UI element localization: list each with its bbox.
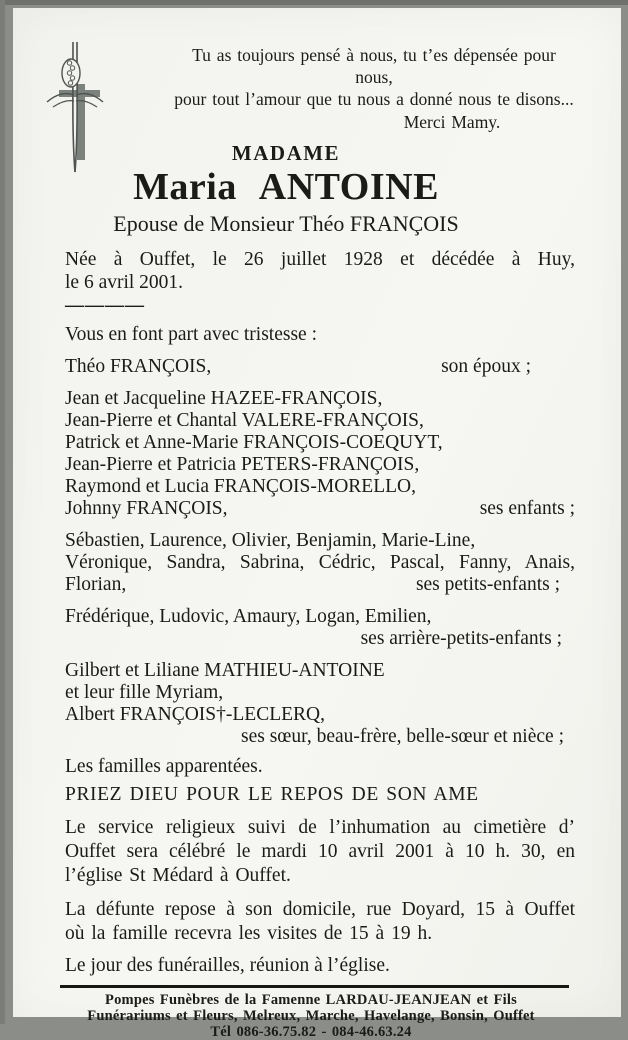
funeral-day-line: Le jour des funérailles, réunion à l’église.	[65, 955, 390, 976]
mourner-name: Johnny FRANÇOIS,	[65, 498, 228, 519]
footer-line-1: Pompes Funèbres de la Famenne LARDAU-JEANJEAN et Fils	[105, 992, 517, 1008]
repose-paragraph	[65, 898, 575, 946]
relation-label: ses enfants ;	[479, 498, 575, 519]
relation-label: ses petits-enfants ;	[415, 574, 560, 595]
mourner-group-great-grandchildren	[65, 606, 575, 650]
mourner-group-grandchildren	[65, 530, 575, 596]
memorial-quote	[173, 44, 575, 133]
mourner-group-siblings	[65, 660, 575, 748]
footer-rule	[60, 985, 569, 988]
quote-line-2: pour tout l’amour que tu nous a donné nous te disons...	[174, 89, 574, 109]
relation-label: ses arrière-petits-enfants ;	[360, 628, 562, 649]
birth-death-paragraph	[65, 248, 575, 294]
mourner-name: Albert FRANÇOIS†-LECLERQ,	[65, 704, 325, 725]
service-paragraph	[65, 816, 575, 888]
mourner-name: et leur fille Myriam,	[65, 682, 224, 703]
birth-death-line-2: le 6 avril 2001.	[65, 272, 184, 293]
mourner-name: Florian,	[65, 574, 127, 595]
mourner-name: Théo FRANÇOIS,	[65, 356, 212, 377]
spouse-line: Epouse de Monsieur Théo FRANÇOIS	[113, 211, 459, 236]
quote-line-1: Tu as toujours pensé à nous, tu t’es dépensée pour nous,	[192, 45, 556, 87]
birth-death-line-1: Née à Ouffet, le 26 juillet 1928 et décédée à Huy,	[65, 249, 575, 270]
mourner-name: Frédérique, Ludovic, Amaury, Logan, Emilien,	[65, 606, 432, 627]
scan-edge-top	[0, 0, 628, 5]
footer-line-3: Tél 086-36.75.82 - 084-46.63.24	[210, 1024, 412, 1040]
deceased-header	[65, 141, 575, 236]
related-families-line: Les familles apparentées.	[65, 756, 263, 777]
mourner-group-children	[65, 388, 575, 520]
service-line-3: l’église St Médard à Ouffet.	[65, 865, 291, 886]
mourner-group-spouse	[65, 356, 575, 378]
service-line-2: Ouffet sera célébré le mardi 10 avril 2001 à 10 h. 30, en	[65, 841, 575, 862]
mourner-name: Sébastien, Laurence, Olivier, Benjamin, Marie-Line,	[65, 530, 476, 551]
deceased-name: Maria ANTOINE	[133, 166, 439, 208]
repose-line-2: où la famille recevra les visites de 15 à 19 h.	[65, 923, 433, 944]
mourner-name: Jean et Jacqueline HAZEE-FRANÇOIS,	[65, 388, 383, 409]
footer-line-2: Funérariums et Fleurs, Melreux, Marche, Havelange, Bonsin, Ouffet	[87, 1008, 535, 1024]
announcement-intro: Vous en font part avec tristesse :	[65, 324, 317, 345]
card-content	[65, 8, 575, 1040]
scan-edge-left	[0, 0, 5, 1024]
mourner-name: Patrick et Anne-Marie FRANÇOIS-COEQUYT,	[65, 432, 443, 453]
relation-label: son époux ;	[441, 356, 531, 377]
mourner-name: Jean-Pierre et Chantal VALERE-FRANÇOIS,	[65, 410, 424, 431]
honorific: MADAME	[231, 141, 341, 165]
repose-line-1: La défunte repose à son domicile, rue Doyard, 15 à Ouffet	[65, 899, 575, 920]
quote-signature: Merci Mamy.	[403, 112, 501, 132]
memorial-card	[13, 8, 621, 1040]
dash-divider: ————	[65, 295, 145, 316]
funeral-home-footer	[65, 992, 575, 1040]
mourner-name: Jean-Pierre et Patricia PETERS-FRANÇOIS,	[65, 454, 420, 475]
mourner-name: Gilbert et Liliane MATHIEU-ANTOINE	[65, 660, 385, 681]
relation-label: ses sœur, beau-frère, belle-sœur et nièce ;	[241, 726, 564, 747]
mourner-name: Véronique, Sandra, Sabrina, Cédric, Pascal, Fanny, Anais,	[65, 552, 575, 573]
mourner-name: Raymond et Lucia FRANÇOIS-MORELLO,	[65, 476, 416, 497]
service-line-1: Le service religieux suivi de l’inhumation au cimetière d’	[65, 817, 575, 838]
prayer-line: PRIEZ DIEU POUR LE REPOS DE SON AME	[65, 784, 479, 805]
